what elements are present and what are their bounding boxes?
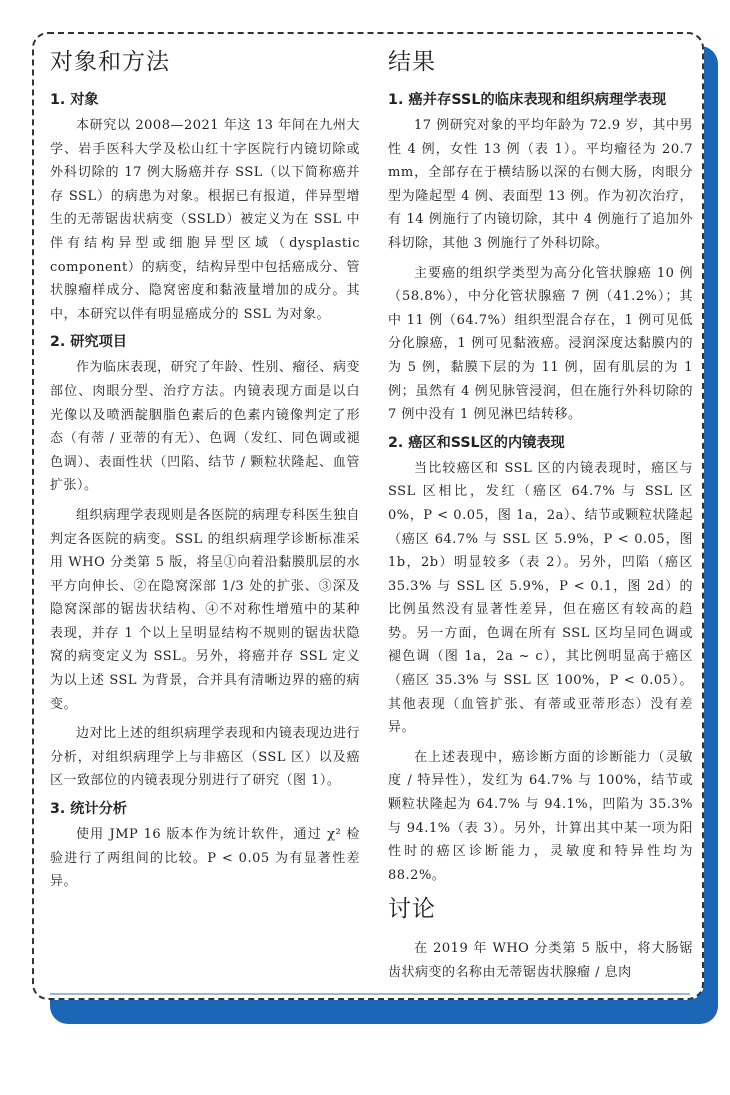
subheading-clinical-results: 1. 癌并存SSL的临床表现和组织病理学表现 [388, 92, 667, 108]
paragraph-histopathology: 组织病理学表现则是各医院的病理专科医生独自判定各医院的病变。SSL 的组织病理学诊断标准采用 WHO 分类第 5 版，将呈①向着沿黏膜肌层的水平方向伸长、②在隐窝深部 1/3 处的扩张、③深及隐窝深部的锯齿状结构、④不对称性增殖中的某种表现，并存 1 个以上呈明显结构不规则的锯齿状隐窝的病变定义为 SSL。另外，将癌并存 SSL 定义为以上述 SSL 为背景，合并具有清晰边界的癌的病变。 [50, 507, 360, 712]
left-column [50, 48, 360, 900]
paragraph-comparison: 边对比上述的组织病理学表现和内镜表现边进行分析，对组织病理学上与非癌区（SSL 区）以及癌区一致部位的内镜表现分别进行了研究（图 1）。 [50, 726, 360, 789]
paragraph-clinical-findings: 作为临床表现，研究了年龄、性别、瘤径、病变部位、肉眼分型、治疗方法。内镜表现方面是以白光像以及喷洒靛胭脂色素后的色素内镜像判定了形态（有蒂 / 亚蒂的有无）、色调（发红、同色调或褪色调）、表面性状（凹陷、结节 / 颗粒状隆起、血管扩张）。 [50, 360, 360, 494]
subheading-endoscopic-findings: 2. 癌区和SSL区的内镜表现 [388, 434, 565, 451]
bottom-rule [50, 993, 690, 995]
paragraph-subjects: 本研究以 2008—2021 年这 13 年间在九州大学、岩手医科大学及松山红十字医院行内镜切除或外科切除的 17 例大肠癌并存 SSL（以下简称癌并存 SSL）的病患为对象。根据已有报道，伴异型增生的无蒂锯齿状病变（SSLD）被定义为在 SSL 中伴有结构异型或细胞异型区域（dysplastic component）的病变，结构异型中包括癌成分、管状腺瘤样成分、隐窝密度和黏液量增加的成分。其中，本研究以伴有明显癌成分的 SSL 为对象。 [50, 118, 360, 322]
subheading-statistics: 3. 统计分析 [50, 801, 127, 818]
subheading-study-items: 2. 研究项目 [50, 334, 127, 351]
paragraph-patient-summary: 17 例研究对象的平均年龄为 72.9 岁，其中男性 4 例，女性 13 例（表 1）。平均瘤径为 20.7 mm，全部存在于横结肠以深的右侧大肠，肉眼分型为隆起型 4 例、表面型 13 例。作为初次治疗，有 14 例施行了内镜切除，其中 4 例施行了追加外科切除，其他 3 例施行了外科切除。 [388, 118, 693, 251]
right-column [388, 48, 693, 991]
section-title-methods: 对象和方法 [50, 49, 170, 75]
section-title-discussion: 讨论 [388, 896, 436, 923]
paragraph-discussion: 在 2019 年 WHO 分类第 5 版中，将大肠锯齿状病变的名称由无蒂锯齿状腺瘤 / 息肉 [388, 941, 693, 980]
section-title-results: 结果 [388, 49, 436, 75]
paragraph-endoscopic-comparison: 当比较癌区和 SSL 区的内镜表现时，癌区与 SSL 区相比，发红（癌区 64.7% 与 SSL 区 0%，P < 0.05，图 1a，2a）、结节或颗粒状隆起（癌区 64.7% 与 SSL 区 5.9%，P < 0.05，图 1b，2b）明显较多（表 2）。另外，凹陷（癌区 35.3% 与 SSL 区 5.9%，P < 0.1，图 2d）的比例虽然没有显著性差异，但在癌区有较高的趋势。另一方面，色调在所有 SSL 区均呈同色调或褪色调（图 1a，2a ~ c），其比例明显高于癌区（癌区 35.3% 与 SSL 区 100%，P < 0.05）。其他表现（血管扩张、有蒂或亚蒂形态）没有差异。 [388, 460, 693, 736]
paragraph-histology-types: 主要癌的组织学类型为高分化管状腺癌 10 例（58.8%），中分化管状腺癌 7 例（41.2%）；其中 11 例（64.7%）组织型混合存在，1 例可见低分化腺癌，1 例可见黏液癌。浸润深度达黏膜内的为 5 例，黏膜下层的为 11 例，固有肌层的为 1 例；虽然有 4 例见脉管浸润，但在施行外科切除的 7 例中没有 1 例见淋巴结转移。 [388, 265, 693, 423]
paragraph-statistics: 使用 JMP 16 版本作为统计软件，通过 χ² 检验进行了两组间的比较。P < 0.05 为有显著性差异。 [50, 827, 360, 890]
paragraph-diagnostic-ability: 在上述表现中，癌诊断方面的诊断能力（灵敏度 / 特异性），发红为 64.7% 与 100%，结节或颗粒状隆起为 64.7% 与 94.1%，凹陷为 35.3% 与 94.1%（表 3）。另外，计算出其中某一项为阳性时的癌区诊断能力，灵敏度和特异性均为 88.2%。 [388, 749, 693, 883]
subheading-subjects: 1. 对象 [50, 92, 99, 108]
